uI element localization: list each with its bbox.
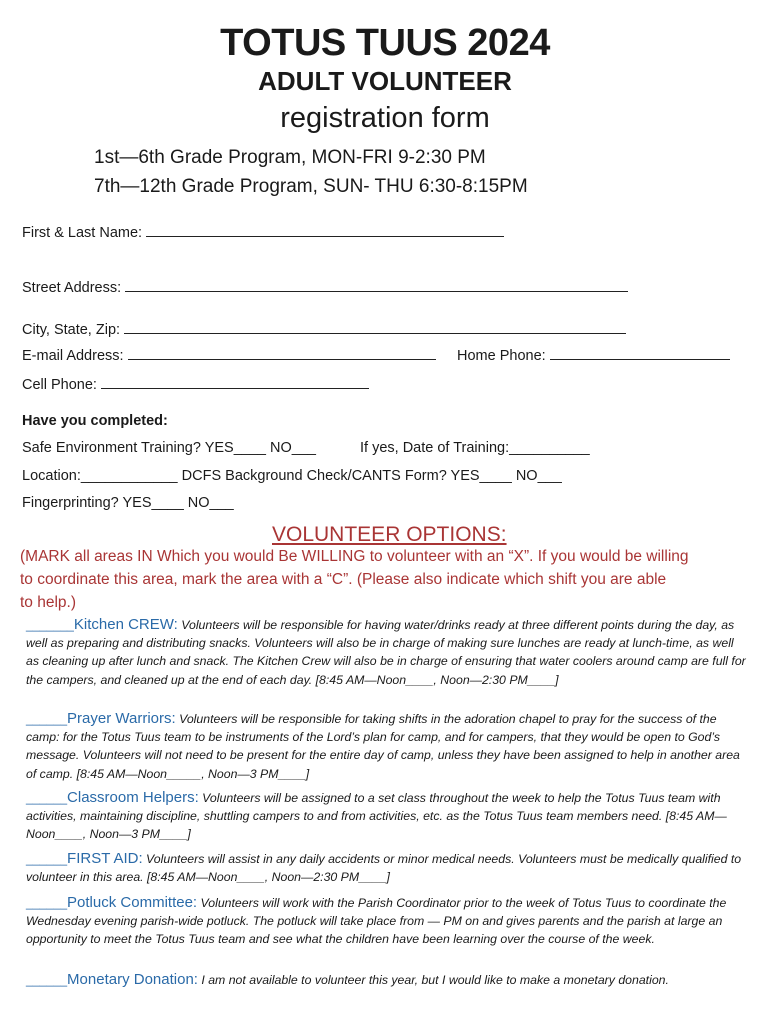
option-blank[interactable]: _______ [26,618,74,632]
option-description: Volunteers will be assigned to a set class throughout the week to help the Totus Tuus team with activities, maintaining discipline, shuttling campers to and from activities, etc. as the Totus Tuus team members need. [8:45 AM—Noon____, Noon—3 PM____] [26,791,727,842]
option-blank[interactable]: ______ [26,896,68,910]
option-description: I am not available to volunteer this year, but I would like to make a monetary donation. [197,973,669,987]
option-first-aid[interactable] [26,850,748,886]
street-field[interactable] [22,279,628,296]
option-prayer-warriors[interactable] [26,710,748,783]
option-name: Classroom Helpers: [67,789,199,806]
email-input-line[interactable] [128,347,436,360]
option-potluck-committee[interactable] [26,894,748,949]
location-dcfs-question[interactable]: Location:____________ DCFS Background Check/CANTS Form? YES____ NO___ [22,468,562,484]
name-input-line[interactable] [146,224,504,237]
page-title: TOTUS TUUS 2024 [220,22,550,64]
option-blank[interactable]: ______ [26,791,68,805]
cell-phone-label: Cell Phone: [22,377,97,393]
instructions-line-2: to coordinate this area, mark the area with a “C”. (Please also indicate which shift you are able [20,571,667,588]
option-name: Prayer Warriors: [67,710,176,727]
cell-phone-field[interactable] [22,376,369,393]
option-kitchen-crew[interactable] [26,616,748,689]
instructions-line-1: (MARK all areas IN Which you would Be WILLING to volunteer with an “X”. If you would be willing [20,548,689,565]
option-name: Monetary Donation: [67,971,198,988]
city-input-line[interactable] [124,321,626,334]
email-field[interactable] [22,347,436,364]
instructions-line-3: to help.) [20,594,77,611]
option-name: Potluck Committee: [67,894,198,911]
page-subtitle: ADULT VOLUNTEER [258,66,512,96]
cell-phone-input-line[interactable] [101,376,369,389]
email-label: E-mail Address: [22,348,124,364]
option-name: Kitchen CREW: [73,616,178,633]
program-line-1: 1st—6th Grade Program, MON-FRI 9-2:30 PM [94,147,486,168]
option-description: Volunteers will assist in any daily accidents or minor medical needs. Volunteers must be medically qualified to volunteer in this area. [8:45 AM—Noon____, Noon—2:30 PM____] [26,852,742,885]
street-input-line[interactable] [125,279,628,292]
home-phone-field[interactable] [457,347,730,364]
option-blank[interactable]: ______ [26,712,68,726]
name-field[interactable] [22,224,504,241]
home-phone-label: Home Phone: [457,348,546,364]
program-line-2: 7th—12th Grade Program, SUN- THU 6:30-8:15PM [94,176,528,197]
option-blank[interactable]: ______ [26,973,68,987]
option-description: Volunteers will be responsible for taking shifts in the adoration chapel to pray for the success of the camp: for the Totus Tuus team to be instruments of the Lord’s plan for camp, and for campers, that they would be open to God’s message. Volunteers will not need to be present for the entire day of camp, unless they have been assigned to help in another area of camp. [8:45 AM—Noon_____, Noon—3 PM____] [26,712,740,781]
option-name: FIRST AID: [67,850,143,867]
safe-environment-question[interactable]: Safe Environment Training? YES____ NO___ [22,440,316,456]
name-label: First & Last Name: [22,225,143,241]
option-description: Volunteers will work with the Parish Coordinator prior to the week of Totus Tuus to coordinate the Wednesday evening parish-wide potluck. The potluck will take place from — PM on and gives parents and the parish at large an opportunity to meet the Totus Tuus team and see what the children have been learning over the course of the week. [26,896,727,947]
completed-heading: Have you completed: [22,413,168,429]
option-description: Volunteers will be responsible for having water/drinks ready at three different points during the day, as well as preparing and distributing snacks. Volunteers will also be in charge of making sure lunches are ready at lunch-time, as well as cleaning up after lunch and snack. The Kitchen Crew will also be in charge of ensuring that water coolers around camp are full for the campers, and cleaned up at the end of each day. [8:45 AM—Noon____, Noon—2:30 PM____] [26,618,746,687]
volunteer-options-heading: VOLUNTEER OPTIONS: [272,523,507,546]
home-phone-input-line[interactable] [550,347,730,360]
city-field[interactable] [22,321,626,338]
option-blank[interactable]: ______ [26,852,68,866]
form-label: registration form [280,102,490,134]
option-monetary-donation[interactable] [26,971,748,989]
option-classroom-helpers[interactable] [26,789,748,844]
street-label: Street Address: [22,280,122,296]
fingerprinting-question[interactable]: Fingerprinting? YES____ NO___ [22,495,234,511]
city-label: City, State, Zip: [22,322,121,338]
training-date-field[interactable]: If yes, Date of Training:__________ [360,440,590,456]
